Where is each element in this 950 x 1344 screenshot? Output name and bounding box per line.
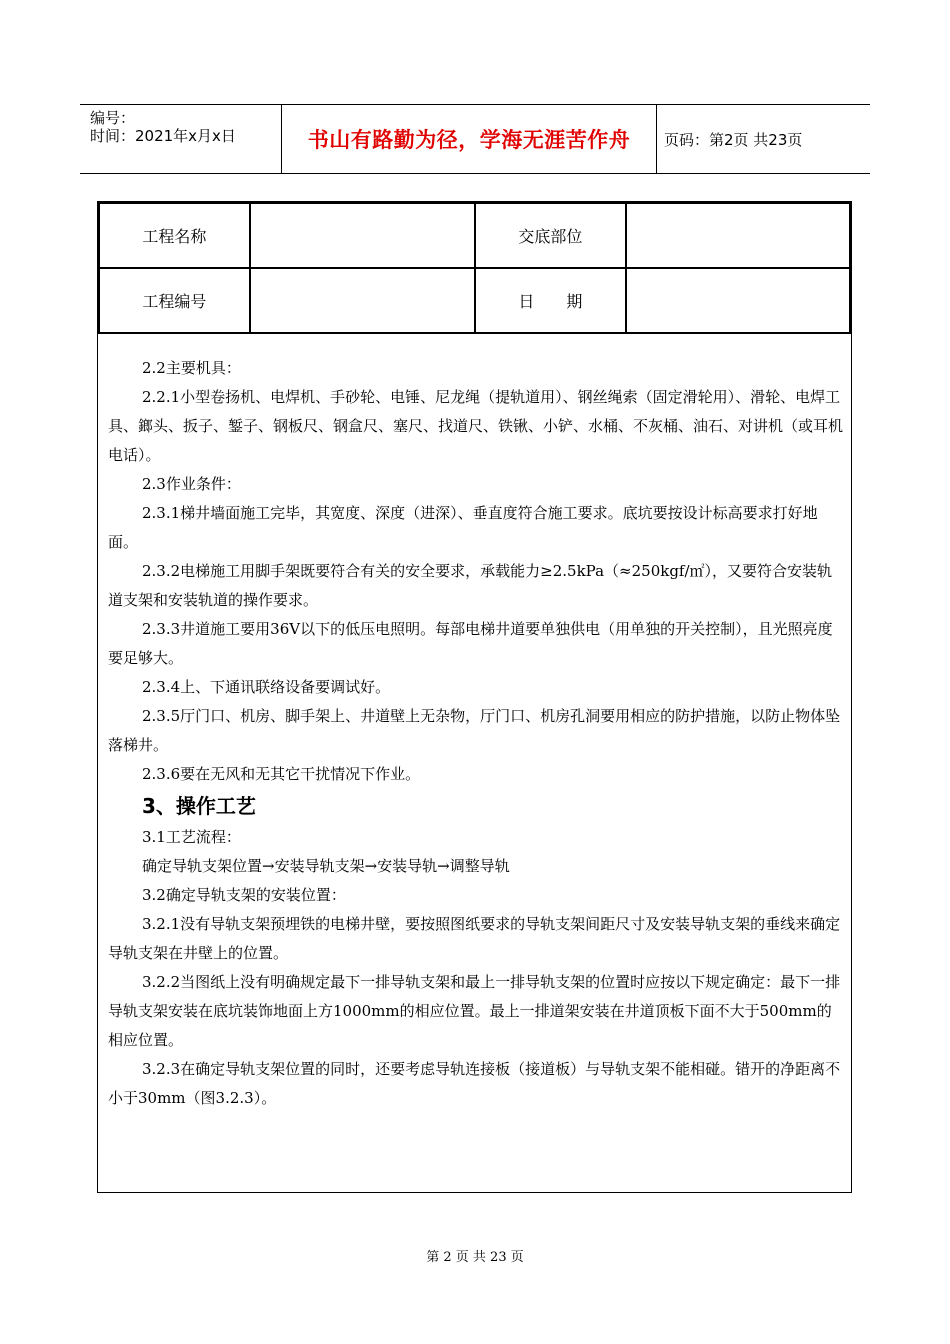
- handover-form: [97, 201, 852, 1193]
- motto-text: 书山有路勤为径，学海无涯苦作舟: [307, 128, 631, 152]
- header-meta-cell: [80, 105, 280, 173]
- paragraph: 3.2确定导轨支架的安装位置：: [142, 886, 346, 904]
- paragraph: 2.3.3井道施工要用36V以下的低压电照明。每部电梯井道要单独供电（用单独的开关控制），且光照亮度要足够大。: [108, 620, 833, 667]
- date-value: [626, 268, 850, 333]
- project-name-value: [250, 203, 475, 268]
- table-row: [99, 203, 850, 268]
- paragraph: 3.1工艺流程：: [142, 828, 241, 846]
- paragraph: 3.2.2当图纸上没有明确规定最下一排导轨支架和最上一排导轨支架的位置时应按以下规定确定：最下一排导轨支架安装在底坑装饰地面上方1000mm的相应位置。最上一排道架安装在井道顶板下面不大于500mm的相应位置。: [108, 973, 841, 1049]
- table-row: [99, 268, 850, 333]
- project-code-value: [250, 268, 475, 333]
- page-header: [80, 104, 870, 174]
- page-footer: 第 2 页 共 23 页: [426, 1250, 524, 1265]
- paragraph: 2.3.6要在无风和无其它干扰情况下作业。: [142, 765, 421, 783]
- date-label: 日 期: [475, 268, 626, 333]
- paragraph: 2.3.5厅门口、机房、脚手架上、井道壁上无杂物，厅门口、机房孔洞要用相应的防护措施，以防止物体坠落梯井。: [108, 707, 841, 754]
- document-time-label: 时间：2021年x月x日: [90, 127, 236, 145]
- paragraph: 2.3.4上、下通讯联络设备要调试好。: [142, 678, 391, 696]
- handover-part-value: [626, 203, 850, 268]
- paragraph: 2.3作业条件：: [142, 475, 241, 493]
- project-code-label: 工程编号: [99, 268, 250, 333]
- paragraph: 2.3.2电梯施工用脚手架既要符合有关的安全要求，承载能力≥2.5kPa（≈250kgf/㎡），又要符合安装轨道支架和安装轨道的操作要求。: [108, 562, 833, 609]
- header-page-cell: [656, 105, 870, 173]
- project-info-table: [98, 202, 851, 334]
- paragraph: 3.2.3在确定导轨支架位置的同时，还要考虑导轨连接板（接道板）与导轨支架不能相碰。错开的净距离不小于30mm（图3.2.3）。: [108, 1060, 841, 1107]
- paragraph: 2.2.1小型卷扬机、电焊机、手砂轮、电锤、尼龙绳（提轨道用）、钢丝绳索（固定滑轮用）、滑轮、电焊工具、鎯头、扳子、錾子、钢板尺、钢盒尺、塞尺、找道尺、铁锹、小铲、水桶、不灰桶、油石、对讲机（或耳机电话）。: [108, 388, 844, 464]
- page-info-text: 页码：第2页 共23页: [664, 130, 803, 149]
- paragraph: 确定导轨支架位置→安装导轨支架→安装导轨→调整导轨: [142, 857, 510, 875]
- document-code-label: 编号：: [90, 109, 136, 127]
- project-name-label: 工程名称: [99, 203, 250, 268]
- handover-part-label: 交底部位: [475, 203, 626, 268]
- paragraph: 2.2主要机具：: [142, 359, 241, 377]
- section-heading: 3、操作工艺: [142, 794, 256, 818]
- header-motto-cell: [281, 105, 657, 173]
- paragraph: 3.2.1没有导轨支架预埋铁的电梯井壁，要按照图纸要求的导轨支架间距尺寸及安装导轨支架的垂线来确定导轨支架在井壁上的位置。: [108, 915, 841, 962]
- paragraph: 2.3.1梯井墙面施工完毕，其宽度、深度（进深）、垂直度符合施工要求。底坑要按设计标高要求打好地面。: [108, 504, 818, 551]
- handover-content: [108, 354, 843, 1113]
